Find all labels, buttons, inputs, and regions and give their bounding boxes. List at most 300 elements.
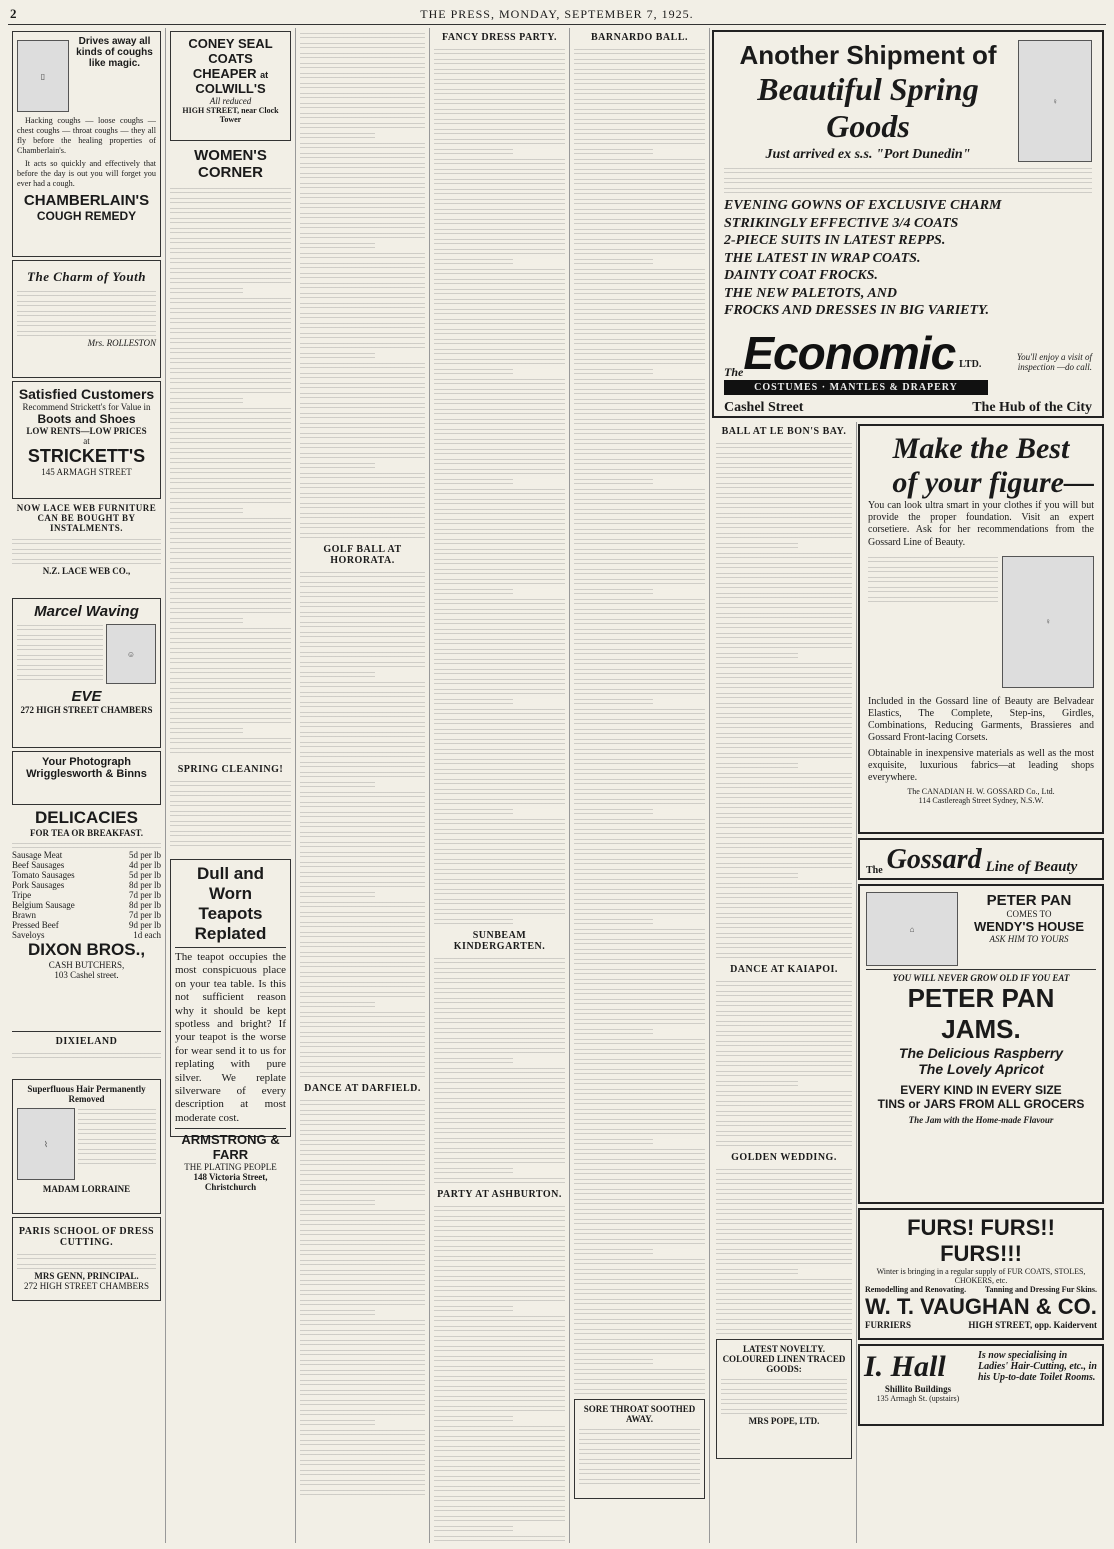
text-line bbox=[434, 1493, 565, 1501]
gossard-body: You can look ultra smart in your clothes if you will but provide the proper foundation. Visit an expert corsetiere. Ask for her recommendations from the Gossard Line of Beauty. bbox=[868, 500, 1094, 548]
hair-title: Superfluous Hair Permanently Removed bbox=[27, 1084, 146, 1104]
text-line bbox=[574, 776, 705, 784]
paris-principal: MRS GENN, PRINCIPAL. bbox=[34, 1271, 139, 1281]
text-line bbox=[434, 716, 565, 724]
text-line bbox=[574, 396, 705, 404]
text-line bbox=[574, 826, 705, 834]
text-line bbox=[434, 336, 565, 344]
text-line bbox=[434, 586, 513, 594]
text-line bbox=[434, 1403, 565, 1411]
text-line bbox=[434, 826, 565, 834]
price-item: Belgium Sausage bbox=[12, 900, 75, 910]
text-line bbox=[716, 1008, 852, 1016]
text-line bbox=[716, 580, 852, 588]
text-line bbox=[300, 430, 425, 438]
strickett-name: STRICKETT'S bbox=[27, 446, 146, 466]
text-line bbox=[300, 1137, 425, 1145]
pp-delicious: The Delicious Raspberry bbox=[898, 1045, 1064, 1061]
text-line bbox=[170, 285, 243, 293]
text-line bbox=[574, 846, 705, 854]
text-line bbox=[170, 435, 291, 443]
text-line bbox=[716, 560, 852, 568]
text-line bbox=[300, 599, 425, 607]
text-line bbox=[170, 205, 291, 213]
society-text bbox=[300, 30, 425, 540]
text-line bbox=[434, 466, 565, 474]
text-line bbox=[716, 1196, 852, 1204]
chamberlain-ad bbox=[12, 31, 161, 257]
pp-l3: WENDY'S HOUSE bbox=[974, 919, 1084, 934]
text-line bbox=[716, 530, 852, 538]
text-line bbox=[300, 1069, 425, 1077]
text-line bbox=[300, 1407, 425, 1415]
text-line bbox=[300, 480, 425, 488]
text-line bbox=[300, 589, 425, 597]
text-line bbox=[300, 629, 425, 637]
text-line bbox=[434, 646, 565, 654]
text-line bbox=[434, 916, 513, 924]
furs-tanning: Tanning and Dressing Fur Skins. bbox=[984, 1285, 1097, 1294]
text-line bbox=[434, 506, 565, 514]
dixon-sub: FOR TEA OR BREAKFAST. bbox=[29, 828, 144, 838]
text-line bbox=[574, 1046, 705, 1054]
text-line bbox=[300, 929, 425, 937]
text-line bbox=[300, 120, 425, 128]
novelty-ad bbox=[716, 1339, 852, 1459]
text-line bbox=[434, 86, 565, 94]
text-line bbox=[434, 776, 565, 784]
text-line bbox=[300, 709, 425, 717]
economic-visit: You'll enjoy a visit of inspection —do call. bbox=[1016, 351, 1092, 372]
masthead bbox=[8, 4, 1106, 25]
text-line bbox=[434, 1443, 565, 1451]
text-line bbox=[434, 676, 565, 684]
furs-firm: W. T. VAUGHAN & CO. bbox=[865, 1294, 1097, 1319]
text-line bbox=[300, 300, 425, 308]
womens-corner-heading: WOMEN'S CORNER bbox=[194, 147, 267, 181]
text-line bbox=[300, 769, 425, 777]
text-line bbox=[170, 455, 291, 463]
text-line bbox=[716, 880, 852, 888]
charm-signature: Mrs. ROLLESTON bbox=[87, 338, 156, 348]
text-line bbox=[574, 866, 705, 874]
coney-l1: CONEY SEAL bbox=[188, 36, 273, 51]
text-line bbox=[170, 555, 291, 563]
text-line bbox=[170, 798, 291, 806]
text-line bbox=[434, 1383, 565, 1391]
sore-throat-title: SORE THROAT SOOTHED AWAY. bbox=[583, 1404, 696, 1424]
dixon-ad bbox=[12, 808, 161, 1028]
spring-heading: SPRING CLEANING! bbox=[177, 764, 284, 775]
text-line bbox=[434, 686, 565, 694]
text-line bbox=[300, 1147, 425, 1155]
text-line bbox=[300, 609, 425, 617]
text-line bbox=[300, 1257, 425, 1265]
ashburton-heading: PARTY AT ASHBURTON. bbox=[437, 1189, 562, 1200]
price-value: 5d per lb bbox=[129, 850, 161, 860]
text-line bbox=[434, 1433, 565, 1441]
text-line bbox=[300, 1097, 425, 1105]
text-line bbox=[434, 726, 565, 734]
teapots-body: The teapot occupies the most conspicuous place on your tea table. Is this not sufficient reason why it should be kept spotless and bright? If your teapot is the worse for wear send it to us for replating with pure silver. We replate silverware of every description at most moderate cost. bbox=[175, 951, 286, 1124]
price-item: Sausage Meat bbox=[12, 850, 63, 860]
text-line bbox=[434, 1293, 565, 1301]
text-line bbox=[170, 818, 291, 826]
text-line bbox=[574, 1386, 705, 1394]
text-line bbox=[300, 979, 425, 987]
text-line bbox=[300, 1107, 425, 1115]
text-line bbox=[170, 625, 291, 633]
gossard-line: Line of Beauty bbox=[985, 859, 1078, 875]
text-line bbox=[434, 1075, 565, 1083]
text-line bbox=[300, 70, 425, 78]
text-line bbox=[574, 496, 705, 504]
text-line bbox=[574, 546, 705, 554]
text-line bbox=[574, 186, 705, 194]
text-line bbox=[434, 1473, 565, 1481]
text-line bbox=[300, 150, 425, 158]
gossard-brand: Gossard bbox=[886, 844, 982, 875]
text-line bbox=[434, 1453, 565, 1461]
text-line bbox=[170, 215, 291, 223]
teapots-title: Dull and Worn Teapots Replated bbox=[194, 864, 267, 943]
text-line bbox=[300, 809, 425, 817]
furs-address: HIGH STREET, opp. Kaidervent bbox=[968, 1320, 1097, 1330]
text-line bbox=[170, 778, 291, 786]
page-title: THE PRESS, MONDAY, SEPTEMBER 7, 1925. bbox=[420, 7, 694, 21]
text-line bbox=[716, 1316, 852, 1324]
text-line bbox=[300, 679, 425, 687]
hall-spec: Is now specialising in Ladies' Hair-Cutting, etc., in his Up-to-date Toilet Rooms. bbox=[978, 1350, 1097, 1383]
text-line bbox=[574, 126, 705, 134]
text-line bbox=[300, 160, 425, 168]
text-line bbox=[434, 1015, 565, 1023]
text-line bbox=[434, 786, 565, 794]
text-line bbox=[300, 1127, 425, 1135]
gossard-address: 114 Castlereagh Street Sydney, N.S.W. bbox=[918, 796, 1044, 806]
text-line bbox=[716, 840, 852, 848]
text-line bbox=[434, 536, 565, 544]
text-line bbox=[300, 280, 425, 288]
text-line bbox=[574, 326, 705, 334]
text-line bbox=[300, 490, 425, 498]
barnardo-text bbox=[574, 46, 705, 1396]
text-line bbox=[574, 1266, 705, 1274]
text-line bbox=[300, 510, 425, 518]
text-line bbox=[574, 506, 705, 514]
text-line bbox=[574, 446, 705, 454]
text-line bbox=[300, 699, 425, 707]
text-line bbox=[574, 806, 653, 814]
lace-web-ad bbox=[12, 503, 161, 595]
text-line bbox=[716, 510, 852, 518]
text-line bbox=[300, 1217, 425, 1225]
text-line bbox=[300, 949, 425, 957]
price-item: Saveloys bbox=[12, 930, 45, 940]
text-line bbox=[434, 446, 565, 454]
kaiapoi-heading: DANCE AT KAIAPOI. bbox=[730, 964, 838, 975]
text-line bbox=[574, 1146, 705, 1154]
hall-address: 135 Armagh St. (upstairs) bbox=[876, 1394, 960, 1403]
text-line bbox=[434, 1065, 565, 1073]
text-line bbox=[300, 1427, 425, 1435]
dixon-addr1: CASH BUTCHERS, bbox=[48, 960, 125, 970]
text-line bbox=[300, 569, 425, 577]
text-line bbox=[300, 639, 425, 647]
text-line bbox=[574, 536, 705, 544]
price-value: 1d each bbox=[133, 930, 161, 940]
text-line bbox=[300, 420, 425, 428]
text-line bbox=[170, 265, 291, 273]
price-row bbox=[12, 860, 161, 870]
text-line bbox=[434, 1333, 565, 1341]
text-line bbox=[300, 669, 375, 677]
text-line bbox=[170, 675, 291, 683]
economic-title: Another Shipment of bbox=[739, 40, 997, 70]
price-value: 8d per lb bbox=[129, 900, 161, 910]
text-line bbox=[716, 520, 852, 528]
price-list bbox=[12, 850, 161, 940]
text-line bbox=[300, 839, 425, 847]
text-line bbox=[300, 500, 425, 508]
text-line bbox=[300, 400, 425, 408]
price-value: 4d per lb bbox=[129, 860, 161, 870]
text-line bbox=[300, 1297, 425, 1305]
text-line bbox=[434, 1483, 565, 1491]
text-line bbox=[300, 879, 425, 887]
text-line bbox=[300, 779, 375, 787]
text-line bbox=[434, 1005, 565, 1013]
text-line bbox=[574, 416, 705, 424]
text-line bbox=[716, 900, 852, 908]
text-line bbox=[300, 140, 425, 148]
text-line bbox=[574, 136, 705, 144]
gossard-company: The CANADIAN H. W. GOSSARD Co., Ltd. bbox=[907, 787, 1055, 797]
text-line bbox=[434, 965, 565, 973]
text-line bbox=[574, 666, 705, 674]
text-line bbox=[574, 236, 705, 244]
economic-tagline: COSTUMES · MANTLES & DRAPERY bbox=[724, 380, 988, 395]
text-line bbox=[300, 689, 425, 697]
price-row bbox=[12, 850, 161, 860]
economic-line: THE NEW PALETOTS, AND bbox=[724, 285, 897, 301]
coney-l2: COATS bbox=[208, 51, 253, 66]
text-line bbox=[434, 346, 565, 354]
text-line bbox=[574, 426, 705, 434]
text-line bbox=[716, 998, 852, 1006]
text-line bbox=[574, 1086, 705, 1094]
text-line bbox=[300, 919, 425, 927]
text-line bbox=[574, 196, 705, 204]
text-line bbox=[574, 256, 653, 264]
text-line bbox=[574, 166, 705, 174]
text-line bbox=[300, 130, 375, 138]
text-line bbox=[574, 1136, 653, 1144]
text-line bbox=[716, 1276, 852, 1284]
text-line bbox=[434, 276, 565, 284]
text-line bbox=[574, 286, 705, 294]
text-line bbox=[170, 395, 243, 403]
dixon-addr2: 103 Cashel street. bbox=[54, 970, 119, 980]
peterpan-ad bbox=[858, 884, 1104, 1204]
text-line bbox=[434, 1503, 565, 1511]
text-line bbox=[574, 1216, 705, 1224]
text-line bbox=[574, 916, 653, 924]
text-line bbox=[434, 526, 565, 534]
column-5 bbox=[570, 28, 710, 1543]
text-line bbox=[170, 235, 291, 243]
text-line bbox=[434, 436, 565, 444]
text-line bbox=[434, 1323, 565, 1331]
text-line bbox=[574, 556, 705, 564]
column-1 bbox=[8, 28, 166, 1543]
text-line bbox=[574, 626, 705, 634]
text-line bbox=[434, 806, 513, 814]
text-line bbox=[574, 996, 705, 1004]
text-line bbox=[170, 525, 291, 533]
text-line bbox=[300, 260, 425, 268]
text-line bbox=[170, 485, 291, 493]
price-value: 7d per lb bbox=[129, 910, 161, 920]
text-line bbox=[716, 810, 852, 818]
text-line bbox=[170, 565, 291, 573]
text-line bbox=[300, 1277, 425, 1285]
text-line bbox=[434, 306, 565, 314]
text-line bbox=[716, 600, 852, 608]
text-line bbox=[300, 999, 375, 1007]
house-illustration: ⌂ bbox=[866, 892, 958, 966]
text-line bbox=[300, 1377, 425, 1385]
text-line bbox=[170, 655, 291, 663]
text-line bbox=[574, 1036, 705, 1044]
text-line bbox=[716, 1236, 852, 1244]
text-line bbox=[300, 619, 425, 627]
text-line bbox=[716, 790, 852, 798]
text-line bbox=[716, 700, 852, 708]
gossard-l1: Make the Best bbox=[892, 432, 1070, 465]
text-line bbox=[170, 375, 291, 383]
coney-reduced: All reduced bbox=[209, 96, 252, 106]
text-line bbox=[300, 180, 425, 188]
text-line bbox=[574, 526, 705, 534]
text-line bbox=[574, 116, 705, 124]
text-line bbox=[434, 246, 565, 254]
text-line bbox=[300, 1437, 425, 1445]
text-line bbox=[300, 649, 425, 657]
text-line bbox=[434, 1413, 513, 1421]
text-line bbox=[574, 266, 705, 274]
text-line bbox=[434, 226, 565, 234]
photo-firm: Wrigglesworth & Binns bbox=[26, 768, 147, 780]
hair-removal-ad bbox=[12, 1079, 161, 1214]
text-line bbox=[170, 725, 243, 733]
text-line bbox=[716, 1138, 852, 1146]
text-line bbox=[574, 146, 653, 154]
text-line bbox=[716, 660, 852, 668]
novelty-l1: COLOURED LINEN TRACED GOODS: bbox=[722, 1354, 846, 1374]
price-row bbox=[12, 910, 161, 920]
gossard-obtain: Obtainable in inexpensive materials as well as the most exquisite, luxurious fabrics—at leading shops everywhere. bbox=[868, 747, 1094, 783]
text-line bbox=[300, 470, 425, 478]
text-line bbox=[300, 1227, 425, 1235]
text-line bbox=[574, 296, 705, 304]
text-line bbox=[716, 690, 852, 698]
text-line bbox=[574, 956, 705, 964]
text-line bbox=[574, 1116, 705, 1124]
price-row bbox=[12, 890, 161, 900]
text-line bbox=[716, 978, 852, 986]
text-line bbox=[434, 406, 565, 414]
text-line bbox=[300, 849, 425, 857]
text-line bbox=[300, 1387, 425, 1395]
economic-street: Cashel Street bbox=[724, 399, 804, 415]
economic-lines bbox=[724, 197, 1092, 320]
price-item: Brawn bbox=[12, 910, 36, 920]
text-line bbox=[434, 1373, 565, 1381]
text-line bbox=[574, 886, 705, 894]
text-line bbox=[716, 540, 798, 548]
pp-brand: PETER PAN JAMS. bbox=[907, 983, 1055, 1044]
price-item: Tripe bbox=[12, 890, 32, 900]
text-line bbox=[300, 80, 425, 88]
chamberlain-brand: CHAMBERLAIN'S bbox=[23, 192, 150, 209]
text-line bbox=[716, 570, 852, 578]
text-line bbox=[434, 1313, 565, 1321]
text-line bbox=[716, 590, 852, 598]
text-line bbox=[434, 896, 565, 904]
text-line bbox=[434, 816, 565, 824]
text-line bbox=[300, 859, 425, 867]
text-line bbox=[300, 989, 425, 997]
text-line bbox=[434, 796, 565, 804]
lebon-text bbox=[716, 440, 852, 960]
text-line bbox=[574, 56, 705, 64]
lebon-heading: BALL AT LE BON'S BAY. bbox=[721, 426, 847, 437]
strickett-price: LOW RENTS—LOW PRICES bbox=[26, 426, 147, 436]
eve-address: 272 HIGH STREET CHAMBERS bbox=[20, 705, 153, 715]
text-line bbox=[716, 460, 852, 468]
text-line bbox=[434, 196, 565, 204]
text-line bbox=[716, 1018, 852, 1026]
text-line bbox=[300, 220, 425, 228]
text-line bbox=[574, 796, 705, 804]
strickett-goods: Boots and Shoes bbox=[37, 412, 136, 426]
text-line bbox=[574, 1066, 705, 1074]
lace-web-firm: N.Z. LACE WEB CO., bbox=[42, 566, 131, 576]
text-line bbox=[300, 729, 425, 737]
text-line bbox=[574, 1056, 705, 1064]
womens-corner-text bbox=[170, 185, 291, 760]
text-line bbox=[716, 870, 798, 878]
text-line bbox=[574, 906, 705, 914]
text-line bbox=[300, 1187, 425, 1195]
dixieland-title: DIXIELAND bbox=[55, 1036, 118, 1047]
dixieland-ad bbox=[12, 1036, 161, 1076]
text-line bbox=[434, 1243, 565, 1251]
text-line bbox=[170, 545, 291, 553]
text-line bbox=[434, 856, 565, 864]
text-line bbox=[574, 1336, 705, 1344]
text-line bbox=[434, 906, 565, 914]
strickett-address: 145 ARMAGH STREET bbox=[41, 467, 132, 477]
text-line bbox=[300, 1117, 425, 1125]
text-line bbox=[716, 1166, 852, 1174]
text-line bbox=[170, 575, 291, 583]
paris-address: 272 HIGH STREET CHAMBERS bbox=[23, 1281, 150, 1291]
text-line bbox=[574, 356, 705, 364]
text-line bbox=[574, 346, 705, 354]
text-line bbox=[716, 440, 852, 448]
